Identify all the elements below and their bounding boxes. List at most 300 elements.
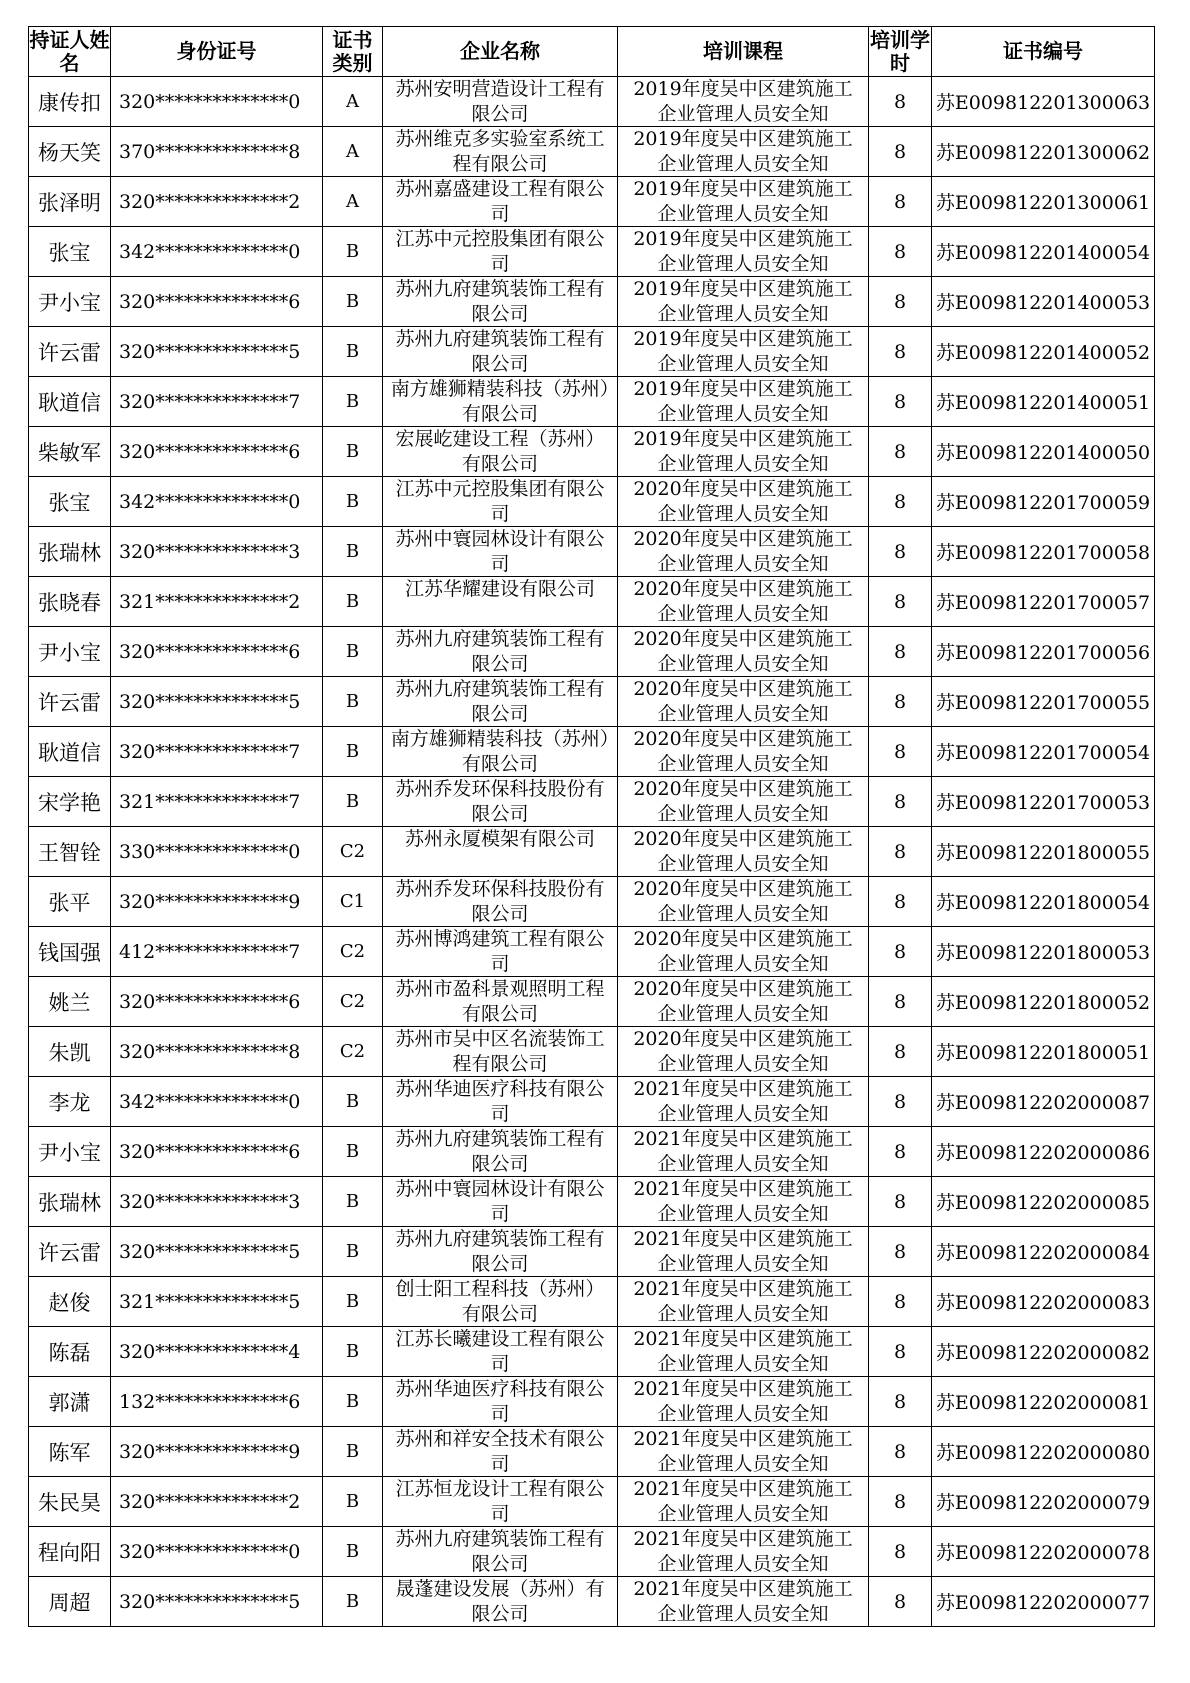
cert-number-cell: 苏E009812201300063 — [932, 77, 1155, 127]
holder-name-cell: 张平 — [29, 877, 111, 927]
cert-number-cell: 苏E009812202000084 — [932, 1227, 1155, 1277]
header-course: 培训课程 — [618, 27, 869, 77]
hours-cell: 8 — [869, 1577, 932, 1627]
company-name-cell — [383, 827, 618, 877]
course-cell — [618, 427, 869, 477]
hours-cell: 8 — [869, 1027, 932, 1077]
certificate-table — [28, 26, 1155, 1627]
holder-name-cell: 柴敏军 — [29, 427, 111, 477]
course-cell-text: 2021年度吴中区建筑施工企业管理人员安全知 — [633, 1178, 853, 1225]
table-row — [29, 277, 1155, 327]
company-name-cell — [383, 377, 618, 427]
company-name-cell-text: 晟蓬建设发展（苏州）有限公司 — [395, 1578, 605, 1625]
course-cell-text: 2021年度吴中区建筑施工企业管理人员安全知 — [633, 1478, 853, 1525]
id-number-cell: 321**************7 — [111, 777, 323, 827]
company-name-cell-text: 苏州乔发环保科技股份有限公司 — [395, 878, 605, 925]
course-cell — [618, 327, 869, 377]
table-row — [29, 827, 1155, 877]
company-name-cell-text: 苏州华迪医疗科技有限公司 — [395, 1078, 605, 1125]
company-name-cell-text: 宏展屹建设工程（苏州）有限公司 — [395, 428, 605, 475]
course-cell-text: 2020年度吴中区建筑施工企业管理人员安全知 — [633, 578, 853, 625]
holder-name-cell: 赵俊 — [29, 1277, 111, 1327]
holder-name-cell: 张宝 — [29, 477, 111, 527]
company-name-cell-text: 创士阳工程科技（苏州）有限公司 — [395, 1278, 605, 1325]
hours-cell: 8 — [869, 477, 932, 527]
table-row — [29, 1277, 1155, 1327]
holder-name-cell: 张泽明 — [29, 177, 111, 227]
course-cell — [618, 77, 869, 127]
holder-name-cell: 张瑞林 — [29, 1177, 111, 1227]
id-number-cell: 320**************6 — [111, 627, 323, 677]
category-cell: C2 — [323, 927, 383, 977]
hours-cell: 8 — [869, 177, 932, 227]
course-cell-text: 2020年度吴中区建筑施工企业管理人员安全知 — [633, 828, 853, 875]
course-cell — [618, 1127, 869, 1177]
table-row — [29, 127, 1155, 177]
company-name-cell — [383, 1127, 618, 1177]
holder-name-cell: 姚兰 — [29, 977, 111, 1027]
holder-name-cell: 朱民昊 — [29, 1477, 111, 1527]
company-name-cell-text: 苏州博鸿建筑工程有限公司 — [395, 928, 605, 975]
company-name-cell-text: 苏州中寰园林设计有限公司 — [395, 1178, 605, 1225]
company-name-cell-text: 苏州和祥安全技术有限公司 — [395, 1428, 605, 1475]
course-cell — [618, 927, 869, 977]
course-cell — [618, 577, 869, 627]
category-cell: B — [323, 1577, 383, 1627]
cert-number-cell: 苏E009812201400051 — [932, 377, 1155, 427]
company-name-cell-text: 苏州乔发环保科技股份有限公司 — [395, 778, 605, 825]
course-cell-text: 2020年度吴中区建筑施工企业管理人员安全知 — [633, 778, 853, 825]
hours-cell: 8 — [869, 627, 932, 677]
id-number-cell: 412**************7 — [111, 927, 323, 977]
course-cell-text: 2020年度吴中区建筑施工企业管理人员安全知 — [633, 878, 853, 925]
id-number-cell: 320**************3 — [111, 1177, 323, 1227]
company-name-cell — [383, 477, 618, 527]
header-category: 证书类别 — [323, 27, 383, 77]
table-row — [29, 427, 1155, 477]
course-cell — [618, 827, 869, 877]
category-cell: B — [323, 427, 383, 477]
company-name-cell — [383, 1377, 618, 1427]
company-name-cell — [383, 1527, 618, 1577]
id-number-cell: 321**************2 — [111, 577, 323, 627]
table-row — [29, 1077, 1155, 1127]
course-cell-text: 2019年度吴中区建筑施工企业管理人员安全知 — [633, 128, 853, 175]
cert-number-cell: 苏E009812202000085 — [932, 1177, 1155, 1227]
hours-cell: 8 — [869, 827, 932, 877]
course-cell-text: 2020年度吴中区建筑施工企业管理人员安全知 — [633, 728, 853, 775]
category-cell: B — [323, 227, 383, 277]
category-cell: B — [323, 1377, 383, 1427]
cert-number-cell: 苏E009812202000079 — [932, 1477, 1155, 1527]
course-cell — [618, 527, 869, 577]
category-cell: B — [323, 1527, 383, 1577]
id-number-cell: 320**************9 — [111, 1427, 323, 1477]
cert-number-cell: 苏E009812201800055 — [932, 827, 1155, 877]
course-cell — [618, 1327, 869, 1377]
course-cell-text: 2019年度吴中区建筑施工企业管理人员安全知 — [633, 378, 853, 425]
category-cell: B — [323, 677, 383, 727]
table-row — [29, 1527, 1155, 1577]
cert-number-cell: 苏E009812201300062 — [932, 127, 1155, 177]
company-name-cell-text: 南方雄狮精装科技（苏州）有限公司 — [390, 728, 610, 775]
company-name-cell — [383, 227, 618, 277]
table-row — [29, 177, 1155, 227]
course-cell-text: 2021年度吴中区建筑施工企业管理人员安全知 — [633, 1528, 853, 1575]
table-row — [29, 377, 1155, 427]
table-row — [29, 327, 1155, 377]
id-number-cell: 320**************5 — [111, 1227, 323, 1277]
table-row — [29, 927, 1155, 977]
id-number-cell: 132**************6 — [111, 1377, 323, 1427]
id-number-cell: 320**************6 — [111, 427, 323, 477]
cert-number-cell: 苏E009812202000080 — [932, 1427, 1155, 1477]
table-row — [29, 527, 1155, 577]
table-row — [29, 1177, 1155, 1227]
company-name-cell — [383, 727, 618, 777]
course-cell-text: 2019年度吴中区建筑施工企业管理人员安全知 — [633, 228, 853, 275]
holder-name-cell: 尹小宝 — [29, 1127, 111, 1177]
category-cell: B — [323, 377, 383, 427]
hours-cell: 8 — [869, 527, 932, 577]
id-number-cell: 320**************5 — [111, 677, 323, 727]
category-cell: B — [323, 1477, 383, 1527]
company-name-cell-text: 苏州永厦模架有限公司 — [404, 828, 595, 850]
id-number-cell: 320**************7 — [111, 727, 323, 777]
course-cell — [618, 977, 869, 1027]
company-name-cell-text: 苏州九府建筑装饰工程有限公司 — [395, 628, 605, 675]
course-cell-text: 2020年度吴中区建筑施工企业管理人员安全知 — [633, 1028, 853, 1075]
company-name-cell-text: 苏州九府建筑装饰工程有限公司 — [395, 1128, 605, 1175]
hours-cell: 8 — [869, 1077, 932, 1127]
id-number-cell: 321**************5 — [111, 1277, 323, 1327]
table-row — [29, 877, 1155, 927]
course-cell-text: 2021年度吴中区建筑施工企业管理人员安全知 — [633, 1328, 853, 1375]
holder-name-cell: 尹小宝 — [29, 277, 111, 327]
hours-cell: 8 — [869, 727, 932, 777]
company-name-cell — [383, 677, 618, 727]
course-cell — [618, 727, 869, 777]
course-cell-text: 2020年度吴中区建筑施工企业管理人员安全知 — [633, 678, 853, 725]
id-number-cell: 320**************6 — [111, 1127, 323, 1177]
company-name-cell — [383, 177, 618, 227]
table-row — [29, 477, 1155, 527]
holder-name-cell: 许云雷 — [29, 1227, 111, 1277]
company-name-cell-text: 苏州九府建筑装饰工程有限公司 — [395, 328, 605, 375]
company-name-cell — [383, 1577, 618, 1627]
company-name-cell — [383, 927, 618, 977]
company-name-cell — [383, 1027, 618, 1077]
holder-name-cell: 耿道信 — [29, 727, 111, 777]
category-cell: B — [323, 1077, 383, 1127]
cert-number-cell: 苏E009812202000078 — [932, 1527, 1155, 1577]
table-row — [29, 977, 1155, 1027]
holder-name-cell: 钱国强 — [29, 927, 111, 977]
table-row — [29, 1577, 1155, 1627]
table-row — [29, 1327, 1155, 1377]
header-company: 企业名称 — [383, 27, 618, 77]
cert-number-cell: 苏E009812201400052 — [932, 327, 1155, 377]
category-cell: B — [323, 727, 383, 777]
cert-number-cell: 苏E009812201800051 — [932, 1027, 1155, 1077]
table-row — [29, 1227, 1155, 1277]
cert-number-cell: 苏E009812202000082 — [932, 1327, 1155, 1377]
course-cell — [618, 1427, 869, 1477]
hours-cell: 8 — [869, 1177, 932, 1227]
category-cell: B — [323, 1227, 383, 1277]
id-number-cell: 320**************8 — [111, 1027, 323, 1077]
company-name-cell — [383, 277, 618, 327]
category-cell: A — [323, 177, 383, 227]
course-cell — [618, 1577, 869, 1627]
company-name-cell — [383, 127, 618, 177]
hours-cell: 8 — [869, 1127, 932, 1177]
course-cell-text: 2021年度吴中区建筑施工企业管理人员安全知 — [633, 1428, 853, 1475]
cert-number-cell: 苏E009812201400054 — [932, 227, 1155, 277]
course-cell — [618, 1177, 869, 1227]
company-name-cell — [383, 1227, 618, 1277]
category-cell: C2 — [323, 1027, 383, 1077]
category-cell: B — [323, 627, 383, 677]
table-row — [29, 227, 1155, 277]
category-cell: A — [323, 127, 383, 177]
holder-name-cell: 程向阳 — [29, 1527, 111, 1577]
hours-cell: 8 — [869, 377, 932, 427]
category-cell: B — [323, 1327, 383, 1377]
course-cell — [618, 377, 869, 427]
course-cell-text: 2021年度吴中区建筑施工企业管理人员安全知 — [633, 1378, 853, 1425]
course-cell-text: 2019年度吴中区建筑施工企业管理人员安全知 — [633, 278, 853, 325]
id-number-cell: 320**************2 — [111, 1477, 323, 1527]
company-name-cell-text: 苏州中寰园林设计有限公司 — [395, 528, 605, 575]
category-cell: B — [323, 1277, 383, 1327]
company-name-cell-text: 苏州市吴中区名流装饰工程有限公司 — [395, 1028, 605, 1075]
holder-name-cell: 康传扣 — [29, 77, 111, 127]
cert-number-cell: 苏E009812201800053 — [932, 927, 1155, 977]
holder-name-cell: 宋学艳 — [29, 777, 111, 827]
holder-name-cell: 许云雷 — [29, 327, 111, 377]
cert-number-cell: 苏E009812202000081 — [932, 1377, 1155, 1427]
category-cell: A — [323, 77, 383, 127]
company-name-cell-text: 苏州嘉盛建设工程有限公司 — [395, 178, 605, 225]
cert-number-cell: 苏E009812201700054 — [932, 727, 1155, 777]
holder-name-cell: 郭潇 — [29, 1377, 111, 1427]
course-cell-text: 2021年度吴中区建筑施工企业管理人员安全知 — [633, 1128, 853, 1175]
company-name-cell-text: 江苏中元控股集团有限公司 — [395, 478, 605, 525]
company-name-cell — [383, 577, 618, 627]
table-row — [29, 1477, 1155, 1527]
course-cell — [618, 677, 869, 727]
hours-cell: 8 — [869, 1527, 932, 1577]
cert-number-cell: 苏E009812201700058 — [932, 527, 1155, 577]
company-name-cell-text: 江苏长曦建设工程有限公司 — [395, 1328, 605, 1375]
id-number-cell: 370**************8 — [111, 127, 323, 177]
course-cell-text: 2021年度吴中区建筑施工企业管理人员安全知 — [633, 1228, 853, 1275]
category-cell: C2 — [323, 827, 383, 877]
holder-name-cell: 张瑞林 — [29, 527, 111, 577]
id-number-cell: 320**************9 — [111, 877, 323, 927]
id-number-cell: 320**************0 — [111, 1527, 323, 1577]
id-number-cell: 320**************3 — [111, 527, 323, 577]
hours-cell: 8 — [869, 1227, 932, 1277]
category-cell: B — [323, 577, 383, 627]
table-row — [29, 1027, 1155, 1077]
hours-cell: 8 — [869, 277, 932, 327]
category-cell: B — [323, 1127, 383, 1177]
hours-cell: 8 — [869, 677, 932, 727]
course-cell-text: 2020年度吴中区建筑施工企业管理人员安全知 — [633, 928, 853, 975]
company-name-cell — [383, 327, 618, 377]
hours-cell: 8 — [869, 977, 932, 1027]
holder-name-cell: 杨天笑 — [29, 127, 111, 177]
id-number-cell: 320**************7 — [111, 377, 323, 427]
company-name-cell-text: 苏州九府建筑装饰工程有限公司 — [395, 1228, 605, 1275]
holder-name-cell: 许云雷 — [29, 677, 111, 727]
cert-number-cell: 苏E009812201400050 — [932, 427, 1155, 477]
course-cell-text: 2019年度吴中区建筑施工企业管理人员安全知 — [633, 78, 853, 125]
holder-name-cell: 张宝 — [29, 227, 111, 277]
company-name-cell-text: 苏州安明营造设计工程有限公司 — [395, 78, 605, 125]
category-cell: B — [323, 527, 383, 577]
hours-cell: 8 — [869, 127, 932, 177]
company-name-cell-text: 苏州九府建筑装饰工程有限公司 — [395, 278, 605, 325]
id-number-cell: 342**************0 — [111, 1077, 323, 1127]
course-cell — [618, 627, 869, 677]
table-body — [29, 77, 1155, 1627]
header-hours: 培训学时 — [870, 27, 930, 75]
cert-number-cell: 苏E009812202000083 — [932, 1277, 1155, 1327]
hours-cell: 8 — [869, 1427, 932, 1477]
id-number-cell: 320**************2 — [111, 177, 323, 227]
course-cell-text: 2019年度吴中区建筑施工企业管理人员安全知 — [633, 428, 853, 475]
category-cell: B — [323, 1177, 383, 1227]
course-cell-text: 2021年度吴中区建筑施工企业管理人员安全知 — [633, 1578, 853, 1625]
hours-cell: 8 — [869, 227, 932, 277]
table-row — [29, 627, 1155, 677]
hours-cell: 8 — [869, 327, 932, 377]
category-cell: C2 — [323, 977, 383, 1027]
id-number-cell: 320**************6 — [111, 277, 323, 327]
course-cell-text: 2020年度吴中区建筑施工企业管理人员安全知 — [633, 978, 853, 1025]
company-name-cell — [383, 1177, 618, 1227]
cert-number-cell: 苏E009812202000087 — [932, 1077, 1155, 1127]
category-cell: B — [323, 777, 383, 827]
company-name-cell-text: 苏州市盈科景观照明工程有限公司 — [395, 978, 605, 1025]
cert-number-cell: 苏E009812201800054 — [932, 877, 1155, 927]
course-cell — [618, 1277, 869, 1327]
cert-number-cell: 苏E009812201800052 — [932, 977, 1155, 1027]
hours-cell: 8 — [869, 927, 932, 977]
cert-number-cell: 苏E009812202000077 — [932, 1577, 1155, 1627]
header-cert-no: 证书编号 — [932, 27, 1155, 77]
course-cell — [618, 1227, 869, 1277]
company-name-cell-text: 江苏华耀建设有限公司 — [404, 578, 595, 600]
table-row — [29, 577, 1155, 627]
course-cell — [618, 177, 869, 227]
hours-cell: 8 — [869, 1377, 932, 1427]
cert-number-cell: 苏E009812201300061 — [932, 177, 1155, 227]
cert-number-cell: 苏E009812201700059 — [932, 477, 1155, 527]
header-row — [29, 27, 1155, 77]
cert-number-cell: 苏E009812201700057 — [932, 577, 1155, 627]
holder-name-cell: 陈军 — [29, 1427, 111, 1477]
course-cell — [618, 1077, 869, 1127]
company-name-cell — [383, 1427, 618, 1477]
table-row — [29, 1427, 1155, 1477]
company-name-cell-text: 苏州九府建筑装饰工程有限公司 — [395, 1528, 605, 1575]
id-number-cell: 320**************5 — [111, 1577, 323, 1627]
table-row — [29, 777, 1155, 827]
holder-name-cell: 尹小宝 — [29, 627, 111, 677]
category-cell: B — [323, 1427, 383, 1477]
id-number-cell: 320**************5 — [111, 327, 323, 377]
company-name-cell — [383, 1477, 618, 1527]
hours-cell: 8 — [869, 777, 932, 827]
company-name-cell — [383, 877, 618, 927]
id-number-cell: 320**************6 — [111, 977, 323, 1027]
course-cell — [618, 1527, 869, 1577]
hours-cell: 8 — [869, 877, 932, 927]
table-row — [29, 1127, 1155, 1177]
table-row — [29, 727, 1155, 777]
hours-cell: 8 — [869, 1327, 932, 1377]
company-name-cell — [383, 77, 618, 127]
holder-name-cell: 陈磊 — [29, 1327, 111, 1377]
company-name-cell — [383, 1327, 618, 1377]
course-cell-text: 2019年度吴中区建筑施工企业管理人员安全知 — [633, 328, 853, 375]
company-name-cell — [383, 1077, 618, 1127]
company-name-cell — [383, 427, 618, 477]
company-name-cell — [383, 1277, 618, 1327]
course-cell-text: 2021年度吴中区建筑施工企业管理人员安全知 — [633, 1278, 853, 1325]
id-number-cell: 342**************0 — [111, 227, 323, 277]
course-cell — [618, 227, 869, 277]
hours-cell: 8 — [869, 1277, 932, 1327]
course-cell — [618, 127, 869, 177]
hours-cell: 8 — [869, 1477, 932, 1527]
course-cell — [618, 477, 869, 527]
company-name-cell — [383, 977, 618, 1027]
company-name-cell — [383, 527, 618, 577]
header-id: 身份证号 — [111, 27, 323, 77]
course-cell — [618, 1477, 869, 1527]
table-row — [29, 77, 1155, 127]
holder-name-cell: 朱凯 — [29, 1027, 111, 1077]
cert-number-cell: 苏E009812201700055 — [932, 677, 1155, 727]
company-name-cell-text: 苏州华迪医疗科技有限公司 — [395, 1378, 605, 1425]
course-cell-text: 2021年度吴中区建筑施工企业管理人员安全知 — [633, 1078, 853, 1125]
course-cell — [618, 1377, 869, 1427]
category-cell: B — [323, 327, 383, 377]
cert-number-cell: 苏E009812201700056 — [932, 627, 1155, 677]
company-name-cell-text: 苏州九府建筑装饰工程有限公司 — [395, 678, 605, 725]
course-cell — [618, 277, 869, 327]
company-name-cell — [383, 777, 618, 827]
cert-number-cell: 苏E009812202000086 — [932, 1127, 1155, 1177]
table-row — [29, 677, 1155, 727]
course-cell — [618, 877, 869, 927]
id-number-cell: 342**************0 — [111, 477, 323, 527]
id-number-cell: 320**************4 — [111, 1327, 323, 1377]
id-number-cell: 320**************0 — [111, 77, 323, 127]
category-cell: C1 — [323, 877, 383, 927]
table-row — [29, 1377, 1155, 1427]
holder-name-cell: 李龙 — [29, 1077, 111, 1127]
hours-cell: 8 — [869, 577, 932, 627]
company-name-cell-text: 江苏恒龙设计工程有限公司 — [395, 1478, 605, 1525]
company-name-cell — [383, 627, 618, 677]
course-cell-text: 2020年度吴中区建筑施工企业管理人员安全知 — [633, 528, 853, 575]
